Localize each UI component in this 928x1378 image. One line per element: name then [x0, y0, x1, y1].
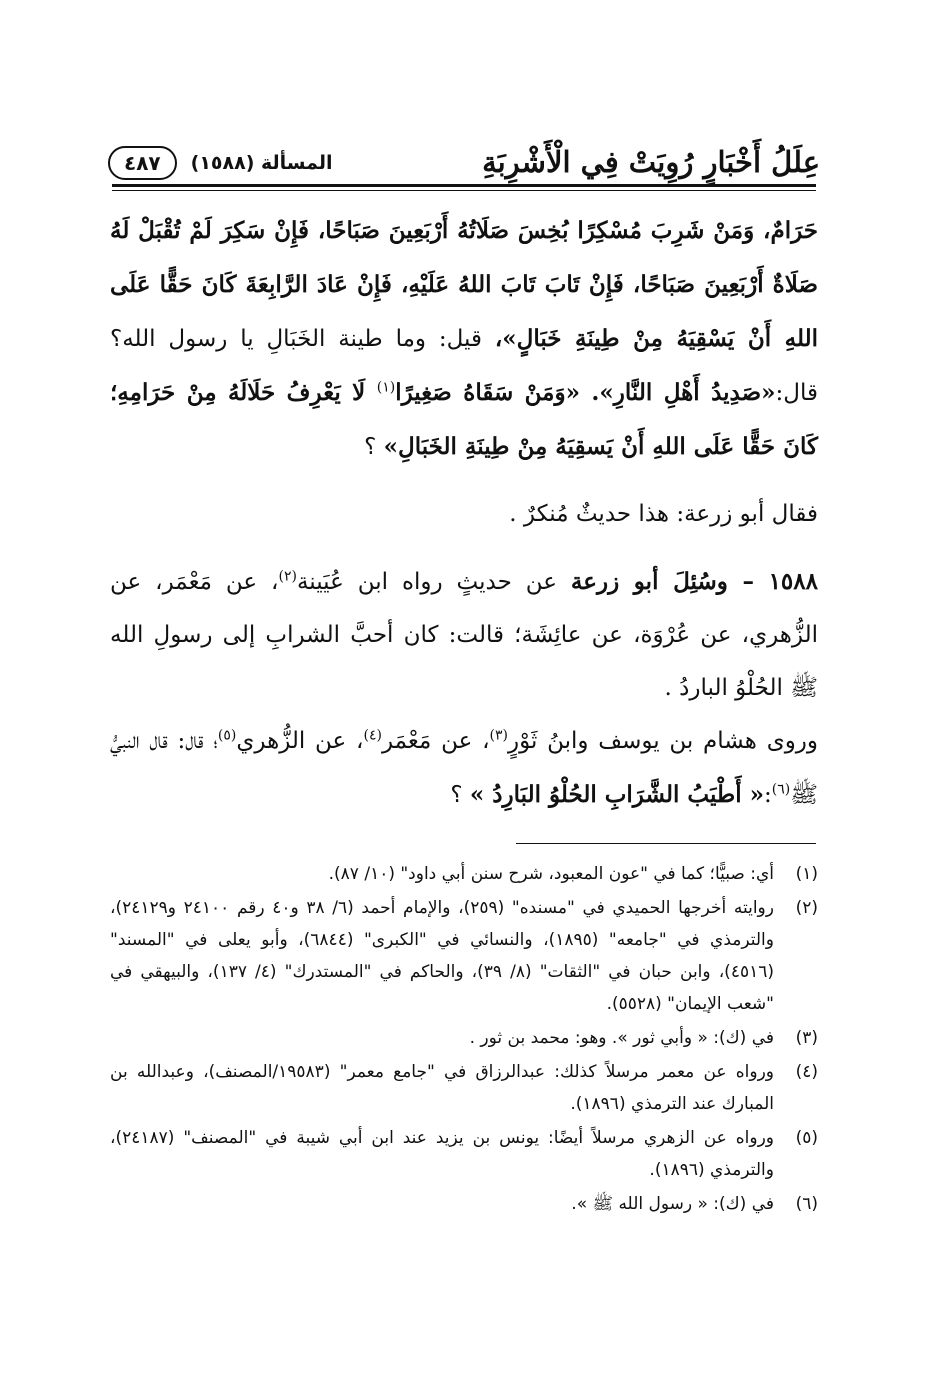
- footnote-number: (٣): [795, 1028, 818, 1048]
- paragraph-end-mark: ؟: [364, 434, 384, 460]
- footnote-text: ورواه عن الزهري مرسلاً أيضًا: يونس بن يزيد عند ابن أبي شيبة في "المصنف" (٢٤١٨٧)، والترمذي (١٨٩٦).: [110, 1128, 774, 1180]
- footnote: [110, 1122, 818, 1186]
- header-rule-thin: [112, 190, 816, 191]
- footnote-ref-2: (٢): [278, 568, 297, 585]
- masala-number: ١٥٨٨ –: [727, 568, 818, 595]
- riwaya-text-4: ؛ قال: قال النبيُّ ﷺ: [110, 728, 818, 808]
- paragraph-verdict: فقال أبو زرعة: هذا حديثٌ مُنكرٌ .: [509, 501, 818, 527]
- masala-text-1: عن حديثٍ رواه ابن عُيَينة: [296, 569, 571, 595]
- footnote-number: (٦): [795, 1194, 818, 1214]
- footnote-number: (٤): [795, 1062, 818, 1082]
- footnote-text: في (ك): « وأبي ثور ». وهو: محمد بن ثور .: [469, 1028, 774, 1048]
- footnote-text: روايته أخرجها الحميدي في "مسنده" (٢٥٩)، والإمام أحمد (٦/ ٣٨ و٤٠ رقم ٢٤١٠٠ و٢٤١٢٩)، والترمذي في "جامعه" (١٨٩٥)، والنسائي في "الكبرى" (٦٨٤٤)، وأبو يعلى في "المسند" (٤٥١٦)، وابن حبان في "الثقات" (٨/ ٣٩)، والحاكم في "المستدرك" (٤/ ١٣٧)، والبيهقي في "شعب الإيمان" (٥٥٢٨).: [110, 898, 774, 1014]
- masala-text-2: ، عن مَعْمَر، عن الزُّهري، عن عُرْوَة، عن عائِشَة؛ قالت: كان أحبَّ الشرابِ إلى رسولِ الله ﷺ الحُلْوُ الباردُ .: [110, 569, 818, 701]
- footnote-ref-6: (٦): [771, 781, 791, 798]
- footnote-text: في (ك): « رسول الله ﷺ ».: [571, 1194, 774, 1214]
- footnotes: [110, 858, 818, 1222]
- riwaya-end-mark: ؟: [450, 782, 470, 808]
- paragraph-riwaya: [110, 715, 818, 822]
- page-header: [108, 120, 820, 180]
- page-number: ٤٨٧: [108, 146, 177, 180]
- riwaya-text-5: :: [763, 782, 772, 808]
- footnote-ref-3: (٣): [489, 727, 508, 744]
- footnote-ref-1: (١): [376, 379, 396, 396]
- question-text: قيل: وما طينة الخَبَالِ يا رسول الله؟ قال:: [110, 326, 818, 406]
- header-rule-thick: [112, 184, 816, 187]
- footnote: [110, 1188, 818, 1220]
- footnote-separator: [516, 843, 816, 844]
- riwaya-text-1: وروى هشام بن يوسف وابنُ ثَوْرٍ: [507, 728, 819, 754]
- footnote-number: (١): [795, 864, 818, 884]
- riwaya-quote: « أَطْيَبُ الشَّرَابِ الحُلْوُ البَارِدُ »: [469, 781, 764, 808]
- hadith-quote-3: لَا يَعْرِفُ حَلَالَهُ مِنْ حَرَامِهِ؛ كَانَ حَقًّا عَلَى اللهِ أَنْ يَسقِيَهُ مِنْ طِينَةِ الخَبَالِ»: [110, 379, 818, 460]
- main-text: [110, 204, 818, 822]
- book-title: عِلَلُ أَخْبَارٍ رُوِيَتْ فِي الْأَشْرِبَةِ: [482, 145, 820, 180]
- masala-label: المسألة (١٥٨٨): [190, 152, 333, 174]
- masala-lead: وسُئِلَ أبو زرعة: [570, 568, 728, 595]
- footnote: [110, 1056, 818, 1120]
- footnote-number: (٢): [795, 898, 818, 918]
- riwaya-text-3: ، عن الزُّهري: [236, 728, 364, 754]
- riwaya-text-2: ، عن مَعْمَر: [381, 728, 490, 754]
- hadith-quote-2: «صَدِيدُ أَهْلِ النَّارِ». «وَمَنْ سَقَاهُ صَغِيرًا: [395, 379, 776, 406]
- footnote-number: (٥): [795, 1128, 818, 1148]
- paragraph-masala: [110, 555, 818, 715]
- hadith-quote-1: حَرَامٌ، وَمَنْ شَرِبَ مُسْكِرًا بُخِسَ صَلَاتُهُ أَرْبَعِينَ صَبَاحًا، فَإِنْ سَكِرَ لَمْ تُقْبَلْ لَهُ صَلَاةٌ أَرْبَعِينَ صَبَاحًا، فَإِنْ تَابَ تَابَ اللهُ عَلَيْهِ، فَإِنْ عَادَ الرَّابِعَةَ كَانَ حَقًّا عَلَى اللهِ أَنْ يَسْقِيَهُ مِنْ طِينَةِ خَبَالٍ»،: [110, 217, 818, 352]
- footnote-text: ورواه عن معمر مرسلاً كذلك: عبدالرزاق في "جامع معمر" (١٩٥٨٣/المصنف)، وعبدالله بن المبارك عند الترمذي (١٨٩٦).: [110, 1062, 774, 1114]
- header-meta: [108, 146, 333, 180]
- footnote: [110, 858, 818, 890]
- footnote-ref-5: (٥): [217, 727, 237, 744]
- footnote-text: أي: صبيًّا؛ كما في "عون المعبود، شرح سنن أبي داود" (١٠/ ٨٧).: [328, 864, 774, 884]
- footnote: [110, 1022, 818, 1054]
- paragraph-hadith: [110, 204, 818, 474]
- footnote: [110, 892, 818, 1020]
- footnote-ref-4: (٤): [363, 727, 382, 744]
